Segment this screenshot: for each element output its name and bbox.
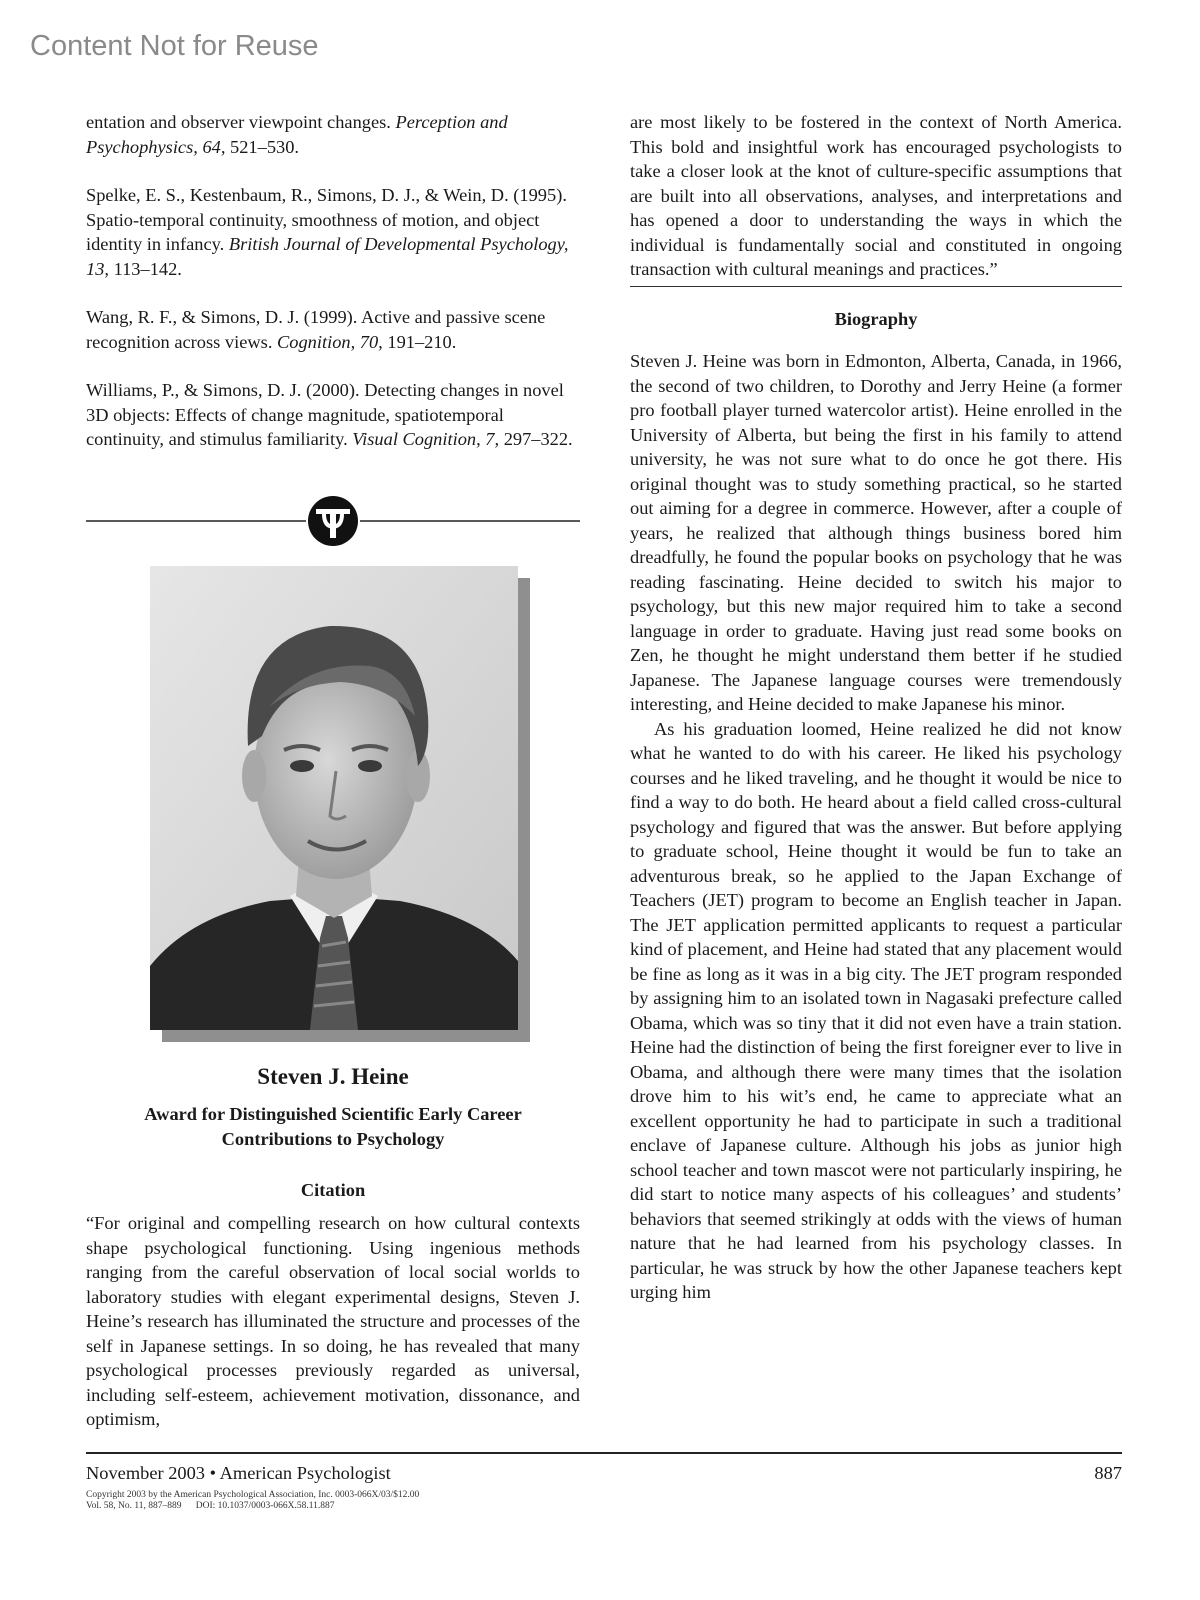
award-title-line: Award for Distinguished Scientific Early Career: [144, 1104, 522, 1124]
citation-text-continued: are most likely to be fostered in the context of North America. This bold and insightful work has encouraged psychologists to take a closer look at the knot of culture-specific assumptions that are built into all observations, analyses, and interpretations and has opened a door to understanding the ways in which the individual is fundamentally social and constituted in ongoing transaction with cultural meanings and practices.”: [630, 112, 1122, 279]
portrait-photo: [150, 566, 532, 1036]
reference-journal: Visual Cognition, 7,: [352, 429, 500, 449]
biography-paragraph: Steven J. Heine was born in Edmonton, Alberta, Canada, in 1966, the second of two children, to Dorothy and Jerry Heine (a former pro football player turned watercolor artist). Heine enrolled in the University of Alberta, but being the first in his family to attend university, he was not sure what to do once he got there. His original thought was to study something practical, so he started out aiming for a degree in commerce. However, after a couple of years, he realized that although things business bored him dreadfully, he found the popular books on psychology that he was reading fascinating. Heine decided to switch his major to psychology, but this new major required him to take a second language in order to graduate. Having just read some books on Zen, he thought he might understand them better if he studied Japanese. The Japanese language courses were tremendously interesting, and Heine decided to make Japanese his minor.: [630, 351, 1122, 714]
portrait-image: [150, 566, 518, 1030]
doi-line: Vol. 58, No. 11, 887–889 DOI: 10.1037/0003-066X.58.11.887: [86, 1501, 335, 1511]
biography-body: [630, 349, 1122, 1305]
reference-item: [86, 110, 580, 159]
reference-text: Wang, R. F., & Simons, D. J. (1999). Active and passive scene recognition across views.: [86, 307, 546, 352]
citation-heading: Citation: [300, 1180, 366, 1200]
reference-item: [86, 183, 580, 281]
footer-rule: [86, 1452, 1122, 1454]
watermark: Content Not for Reuse: [30, 30, 319, 62]
apa-logo-icon: [308, 496, 358, 546]
page-number: 887: [1094, 1463, 1122, 1483]
biography-heading: Biography: [834, 308, 918, 329]
reference-journal: British Journal of Developmental Psychology, 13,: [86, 234, 569, 279]
awardee-name: Steven J. Heine: [257, 1064, 409, 1089]
apa-logo-divider: [86, 496, 580, 546]
reference-item: [86, 305, 580, 354]
reference-text: entation and observer viewpoint changes.: [86, 112, 396, 132]
reference-journal: Cognition, 70,: [277, 331, 383, 352]
copyright-line: Copyright 2003 by the American Psychological Association, Inc. 0003-066X/03/$12.00: [86, 1490, 420, 1500]
biography-paragraph: As his graduation loomed, Heine realized he did not know what he wanted to do with his career. He liked his psychology courses and he liked traveling, and he thought it would be nice to find a way to do both. He heard about a field called cross-cultural psychology and figured that was the answer. But before applying to graduate school, Heine thought it would be fun to take an adventurous break, so he applied to the Japan Exchange of Teachers (JET) program to become an English teacher in Japan. The JET application permitted applicants to request a particular kind of placement, and Heine had stated that any placement would be fine as long as it was in a big city. The JET program responded by assigning him to an isolated town in Nagasaki prefecture called Obama, which was so tiny that it did not even have a train station. Heine had the distinction of being the first foreigner ever to live in Obama, and although there were many times that the isolation drove him to his wit’s end, he came to appreciate what an excellent opportunity he had to participate in such a traditional enclave of Japanese culture. Although his jobs as junior high school teacher and town mascot were not particularly inspiring, he did start to notice many aspects of his colleagues’ and students’ behaviors that seemed strikingly at odds with the views of human nature that he had learned from his psychology classes. In particular, he was struck by how the other Japanese teachers kept urging him: [630, 718, 1122, 1302]
section-divider: [630, 286, 1122, 287]
reference-pages: 297–322.: [499, 429, 573, 449]
reference-journal: Perception and Psychophysics, 64,: [86, 112, 508, 157]
reference-pages: 191–210.: [382, 331, 457, 352]
right-column: [630, 110, 1122, 1305]
reference-pages: 113–142.: [109, 258, 182, 279]
award-title: [86, 1102, 580, 1151]
reference-text: Spelke, E. S., Kestenbaum, R., Simons, D. J., & Wein, D. (1995). Spatio-temporal continuity, smoothness of motion, and object identity in infancy.: [86, 185, 567, 254]
references-list: [86, 110, 580, 476]
citation-text-left: “For original and compelling research on how cultural contexts shape psychological functioning. Using ingenious methods ranging from the careful observation of local social worlds to laboratory studies with elegant experimental designs, Steven J. Heine’s research has illuminated the structure and processes of the self in Japanese settings. In so doing, he has revealed that many psychological processes previously regarded as universal, including self-esteem, achievement motivation, dissonance, and optimism,: [86, 1213, 580, 1429]
reference-item: [86, 378, 580, 452]
reference-pages: 521–530.: [225, 136, 299, 157]
award-title-line: Contributions to Psychology: [221, 1128, 445, 1149]
copyright-notice: [86, 1490, 419, 1512]
footer-journal: November 2003 • American Psychologist: [86, 1463, 391, 1483]
reference-text: Williams, P., & Simons, D. J. (2000). Detecting changes in novel 3D objects: Effects of change magnitude, spatiotemporal continuity, and stimulus familiarity.: [86, 380, 564, 449]
